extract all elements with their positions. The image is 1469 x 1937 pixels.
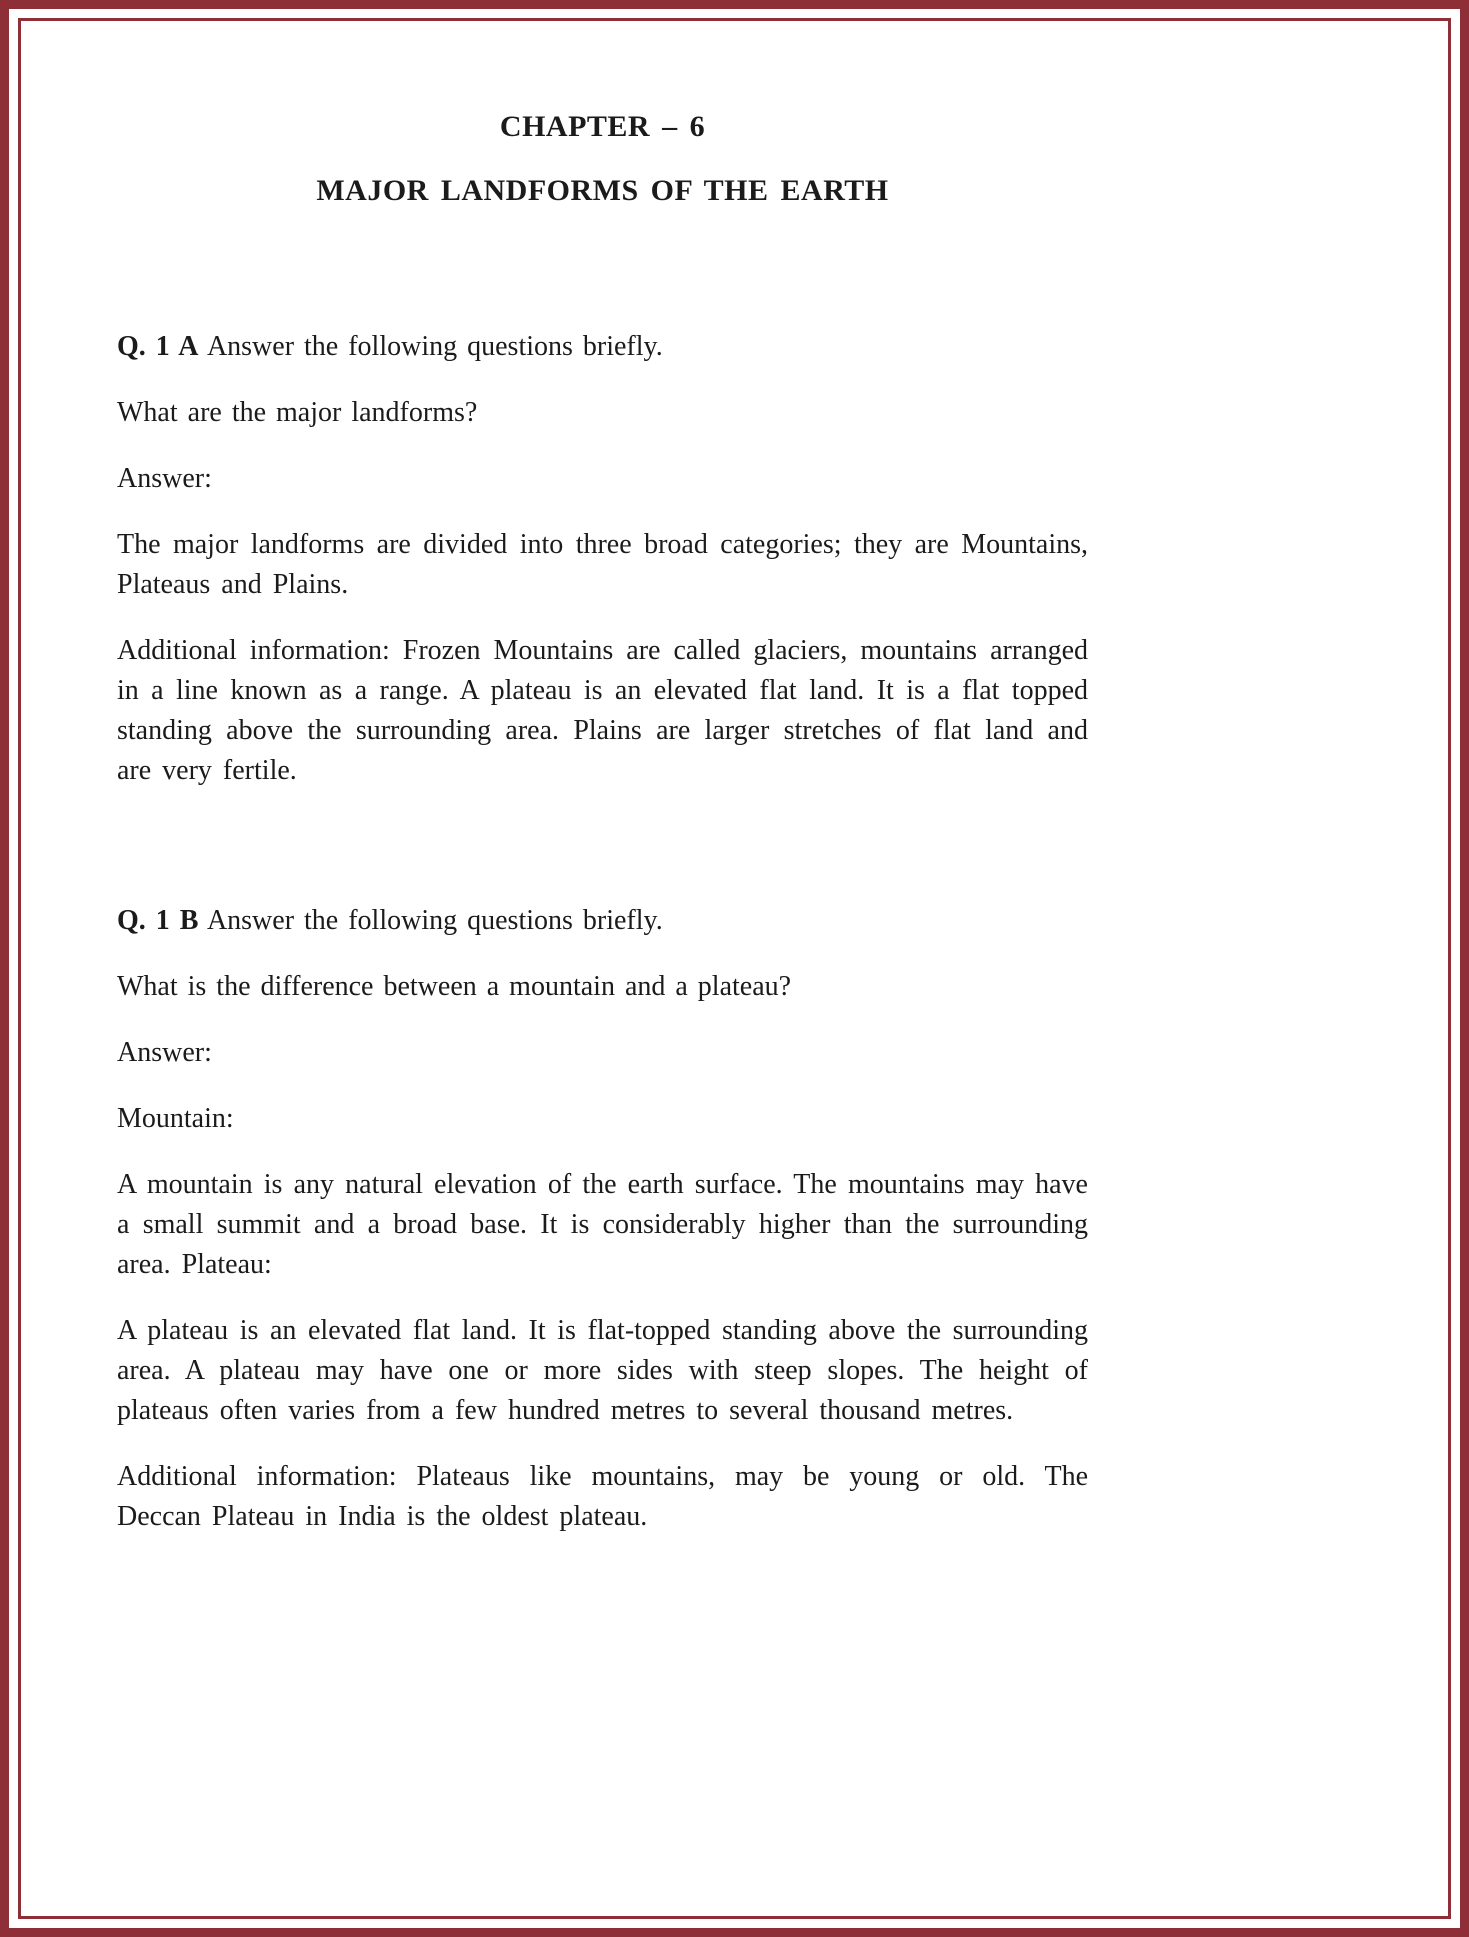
answer-paragraph: The major landforms are divided into three broad categories; they are Mountains, Plateaus and Plains.: [117, 529, 1088, 600]
answer-label: Answer:: [117, 463, 212, 494]
question-text: What is the difference between a mountain and a plateau?: [117, 971, 792, 1002]
question-intro-line: [117, 901, 1088, 941]
question-text: What are the major landforms?: [117, 397, 478, 428]
answer-paragraph: A plateau is an elevated flat land. It is flat-topped standing above the surrounding area. A plateau may have one or more sides with steep slopes. The height of plateaus often varies from a few hundred metres to several thousand metres.: [117, 1315, 1088, 1426]
question-label: Q. 1 B: [117, 905, 199, 936]
page-title: MAJOR LANDFORMS OF THE EARTH: [316, 174, 889, 207]
question-intro-line: [117, 327, 1088, 367]
question-label: Q. 1 A: [117, 331, 199, 362]
answer-paragraph: A mountain is any natural elevation of the earth surface. The mountains may have a small summit and a broad base. It is considerably higher than the surrounding area. Plateau:: [117, 1169, 1088, 1280]
additional-info-paragraph: Additional information: Frozen Mountains are called glaciers, mountains arranged in a line known as a range. A plateau is an elevated flat land. It is a flat topped standing above the surrounding area. Plains are larger stretches of flat land and are very fertile.: [117, 635, 1088, 786]
chapter-heading: CHAPTER – 6: [499, 110, 706, 143]
question-intro-text: Answer the following questions briefly.: [206, 331, 663, 362]
question-section-1b: [117, 901, 1088, 1537]
additional-info-paragraph: Additional information: Plateaus like mountains, may be young or old. The Deccan Plateau in India is the oldest plateau.: [117, 1461, 1088, 1532]
question-section-1a: [117, 327, 1088, 791]
document-content: [21, 21, 1448, 1603]
answer-label: Answer:: [117, 1037, 212, 1068]
question-intro-text: Answer the following questions briefly.: [206, 905, 663, 936]
answer-subheading: Mountain:: [117, 1103, 234, 1134]
page-border-inner: [18, 18, 1451, 1919]
